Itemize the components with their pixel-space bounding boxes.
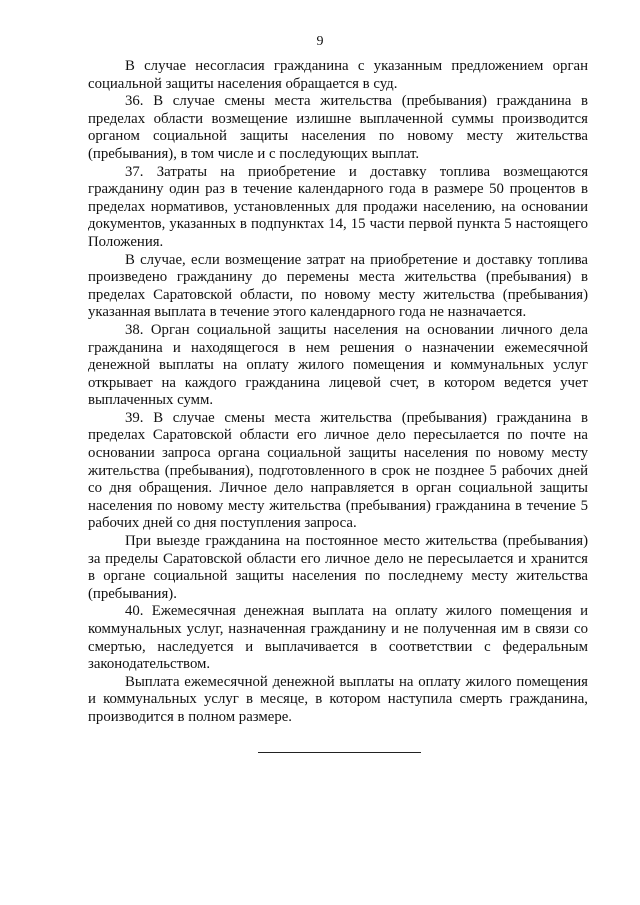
paragraph-38: 38. Орган социальной защиты населения на основании личного дела гражданина и находящегося в нем решения о назначении ежемесячной денежной выплаты на оплату жилого помещения и коммунальных услуг открывает на каждого гражданина лицевой счет, в котором ведется учет выплаченных сумм. [88,321,588,409]
paragraph-37: 37. Затраты на приобретение и доставку топлива возмещаются гражданину один раз в течение календарного года в размере 50 процентов в пределах нормативов, установленных для продажи населению, на основании документов, указанных в подпунктах 14, 15 части первой пункта 5 настоящего Положения. [88,163,588,250]
paragraph-36: 36. В случае смены места жительства (пребывания) гражданина в пределах области возмещение излишне выплаченной суммы производится органом социальной защиты населения по новому месту жительства (пребывания), в том числе и с последующих выплат. [88,93,588,162]
paragraph-40-continued: Выплата ежемесячной денежной выплаты на оплату жилого помещения и коммунальных услуг в месяце, в котором наступила смерть гражданина, производится в полном размере. [88,673,588,725]
paragraph-39: 39. В случае смены места жительства (пребывания) гражданина в пределах Саратовской области его личное дело пересылается по почте на основании запроса органа социальной защиты населения по новому месту жительства (пребывания), подготовленного в срок не позднее 5 рабочих дней со дня обращения. Личное дело направляется в орган социальной защиты населения по новому месту жительства (пребывания) гражданина в течение 5 рабочих дней со дня поступления запроса. [88,409,588,532]
paragraph-40: 40. Ежемесячная денежная выплата на оплату жилого помещения и коммунальных услуг, назначенная гражданину и не полученная им в связи со смертью, наследуется и выплачивается в соответствии с федеральным законодательством. [88,603,588,673]
page-number: 9 [316,34,324,49]
paragraph-39-continued: При выезде гражданина на постоянное место жительства (пребывания) за пределы Саратовской области его личное дело не пересылается и хранится в органе социальной защиты населения по последнему месту жительства (пребывания). [88,533,588,602]
end-of-document-rule [258,752,421,753]
paragraph-appeal-to-court: В случае несогласия гражданина с указанным предложением орган социальной защиты населения обращается в суд. [88,58,588,92]
paragraph-37-continued: В случае, если возмещение затрат на приобретение и доставку топлива произведено гражданину до перемены места жительства (пребывания) в пределах Саратовской области, по новому месту жительства (пребывания) указанная выплата в течение этого календарного года не назначается. [88,251,588,321]
document-body [88,58,588,727]
